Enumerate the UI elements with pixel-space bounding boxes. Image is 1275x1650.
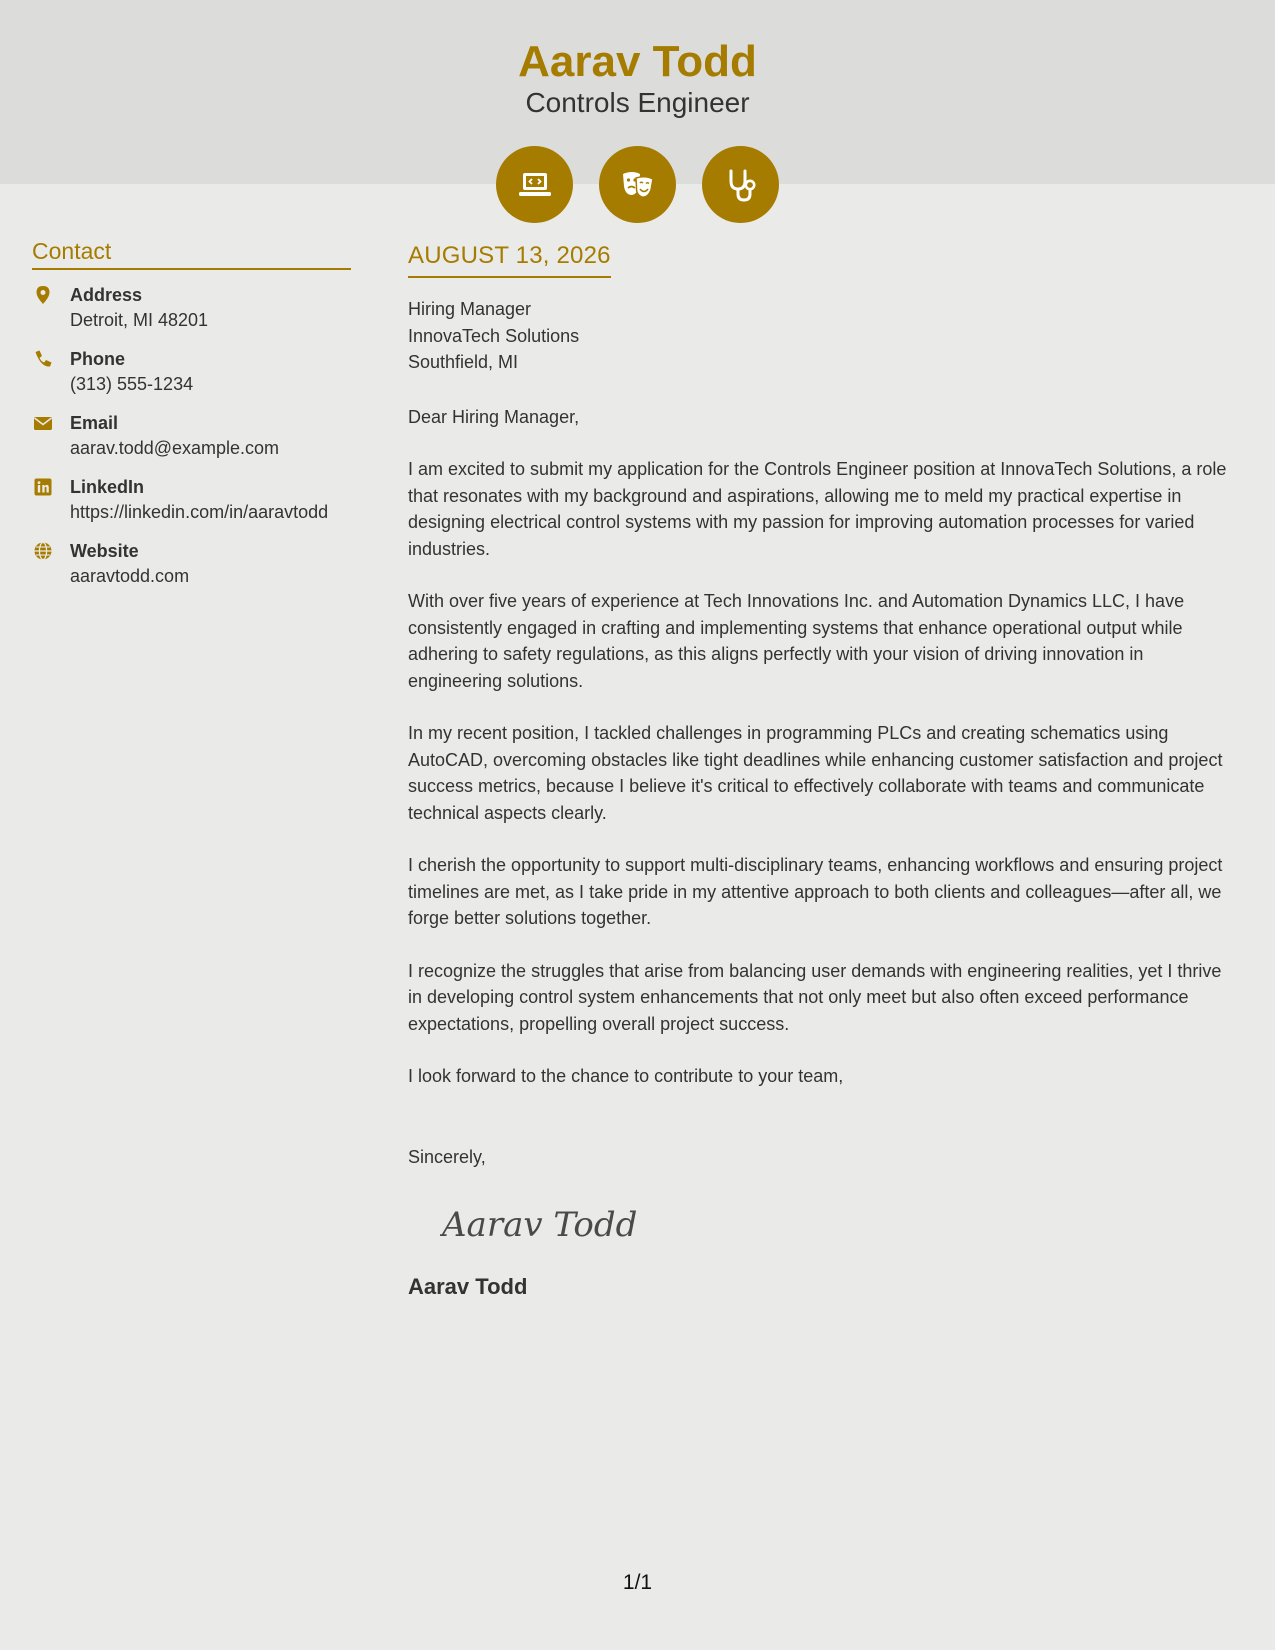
badge-laptop xyxy=(496,146,573,223)
phone-icon xyxy=(33,349,53,369)
globe-icon xyxy=(33,541,53,561)
linkedin-label: LinkedIn xyxy=(70,477,145,497)
linkedin-icon xyxy=(33,477,53,497)
paragraph-6: I look forward to the chance to contribute to your team, xyxy=(408,1066,844,1086)
theater-masks-icon xyxy=(618,165,658,205)
badge-stethoscope xyxy=(702,146,779,223)
paragraph-2: With over five years of experience at Tech Innovations Inc. and Automation Dynamics LLC, I have consistently engaged in crafting and implementing systems that enhance operational output while adhering to safety regulations, as this aligns perfectly with your vision of driving innovation in engineering solutions. xyxy=(408,591,1185,691)
letter-date: AUGUST 13, 2026 xyxy=(408,240,611,278)
address-value: Detroit, MI 48201 xyxy=(70,310,209,330)
contact-heading: Contact xyxy=(32,236,351,270)
paragraph-3: In my recent position, I tackled challenges in programming PLCs and creating schematics using AutoCAD, overcoming obstacles like tight deadlines while enhancing customer satisfaction and project success metrics, because I believe it's critical to effectively collaborate with teams and communicate technical aspects clearly. xyxy=(408,723,1223,823)
phone-value: (313) 555-1234 xyxy=(70,374,194,394)
phone-label: Phone xyxy=(70,349,126,369)
recipient-location: Southfield, MI xyxy=(408,352,519,372)
recipient-title: Hiring Manager xyxy=(408,299,532,319)
candidate-role: Controls Engineer xyxy=(525,87,750,118)
candidate-name: Aarav Todd xyxy=(518,37,757,86)
interest-badges xyxy=(496,146,780,224)
email-value[interactable]: aarav.todd@example.com xyxy=(70,438,280,458)
paragraph-5: I recognize the struggles that arise from balancing user demands with engineering realities, yet I thrive in developing control system enhancements that not only meet but also often exceed performance expectations, propelling overall project success. xyxy=(408,960,1222,1034)
paragraph-1: I am excited to submit my application for the Controls Engineer position at InnovaTech Solutions, a role that resonates with my background and aspirations, allowing me to meld my practical expertise in designing electrical control systems with my passion for improving automation processes for varied industries. xyxy=(408,459,1227,559)
contact-phone xyxy=(32,346,351,397)
badge-masks xyxy=(599,146,676,223)
page-number: 1/1 xyxy=(622,1571,653,1594)
website-value[interactable]: aaravtodd.com xyxy=(70,566,190,586)
signature xyxy=(440,1196,1240,1256)
map-pin-icon xyxy=(33,285,53,305)
address-label: Address xyxy=(70,285,143,305)
laptop-code-icon xyxy=(515,165,555,205)
website-label: Website xyxy=(70,541,139,561)
salutation: Dear Hiring Manager, xyxy=(408,406,580,427)
email-label: Email xyxy=(70,413,119,433)
envelope-icon xyxy=(33,413,53,433)
paragraph-4: I cherish the opportunity to support multi-disciplinary teams, enhancing workflows and ensuring project timelines are met, as I take pride in my attentive approach to both clients and colleagues—after all, we forge better solutions together. xyxy=(408,855,1223,928)
contact-address xyxy=(32,282,351,333)
contact-email xyxy=(32,410,351,461)
recipient-block xyxy=(408,296,1240,376)
linkedin-value[interactable]: https://linkedin.com/in/aaravtodd xyxy=(70,502,329,522)
letter-body xyxy=(408,240,1240,1302)
stethoscope-icon xyxy=(721,165,761,205)
contact-sidebar xyxy=(32,236,351,602)
svg-text:Aarav Todd: Aarav Todd xyxy=(442,1205,638,1245)
closing: Sincerely, xyxy=(408,1146,486,1167)
contact-list xyxy=(32,282,351,589)
handwritten-signature xyxy=(440,1196,640,1248)
signed-name: Aarav Todd xyxy=(408,1274,528,1299)
contact-website xyxy=(32,538,351,589)
contact-linkedin xyxy=(32,474,351,525)
recipient-company: InnovaTech Solutions xyxy=(408,325,580,346)
